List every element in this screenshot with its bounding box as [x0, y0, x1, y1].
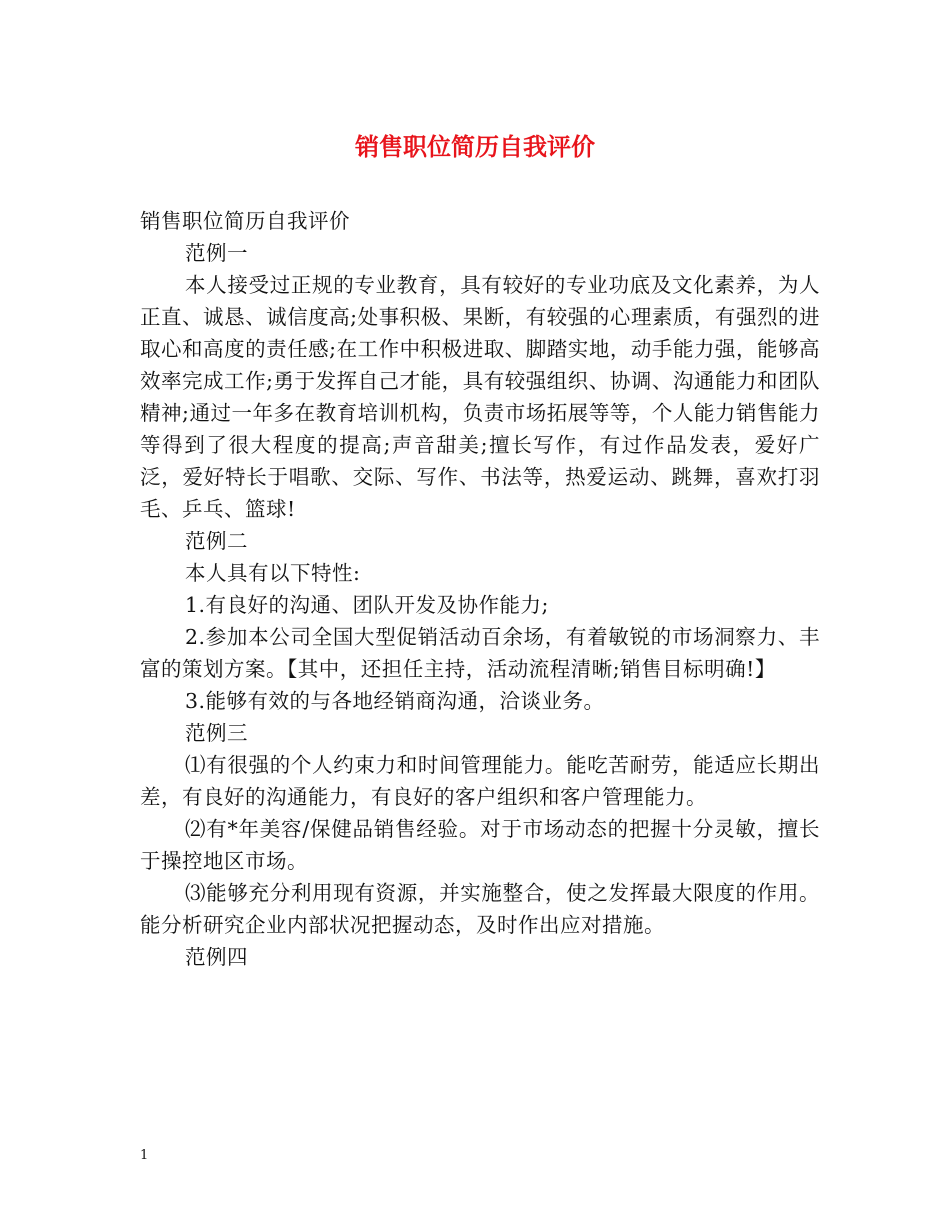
paragraph: ⑴有很强的个人约束力和时间管理能力。能吃苦耐劳，能适应长期出差，有良好的沟通能力，有良好的客户组织和客户管理能力。	[140, 753, 820, 809]
paragraph: 2.参加本公司全国大型促销活动百余场，有着敏锐的市场洞察力、丰富的策划方案。【其中，还担任主持，活动流程清晰;销售目标明确!】	[140, 625, 820, 681]
paragraph: 范例二	[185, 529, 248, 553]
paragraph: 范例一	[185, 241, 248, 265]
paragraph: 3.能够有效的与各地经销商沟通，洽谈业务。	[185, 689, 605, 713]
paragraph: 销售职位简历自我评价	[140, 209, 350, 233]
document-body	[140, 205, 820, 973]
page-title: 销售职位简历自我评价	[355, 132, 595, 161]
paragraph: ⑶能够充分利用现有资源，并实施整合，使之发挥最大限度的作用。能分析研究企业内部状况把握动态，及时作出应对措施。	[140, 881, 820, 937]
paragraph: 本人具有以下特性:	[185, 561, 361, 585]
page-number: 1	[140, 1148, 149, 1163]
paragraph: 范例三	[185, 721, 248, 745]
paragraph: 1.有良好的沟通、团队开发及协作能力;	[185, 593, 549, 617]
paragraph: 本人接受过正规的专业教育，具有较好的专业功底及文化素养，为人正直、诚恳、诚信度高;处事积极、果断，有较强的心理素质，有强烈的进取心和高度的责任感;在工作中积极进取、脚踏实地，动手能力强，能够高效率完成工作;勇于发挥自己才能，具有较强组织、协调、沟通能力和团队精神;通过一年多在教育培训机构，负责市场拓展等等，个人能力销售能力等得到了很大程度的提高;声音甜美;擅长写作，有过作品发表，爱好广泛，爱好特长于唱歌、交际、写作、书法等，热爱运动、跳舞，喜欢打羽毛、乒乓、篮球!	[140, 273, 820, 521]
paragraph: 范例四	[185, 945, 248, 969]
paragraph: ⑵有*年美容/保健品销售经验。对于市场动态的把握十分灵敏，擅长于操控地区市场。	[140, 817, 820, 873]
